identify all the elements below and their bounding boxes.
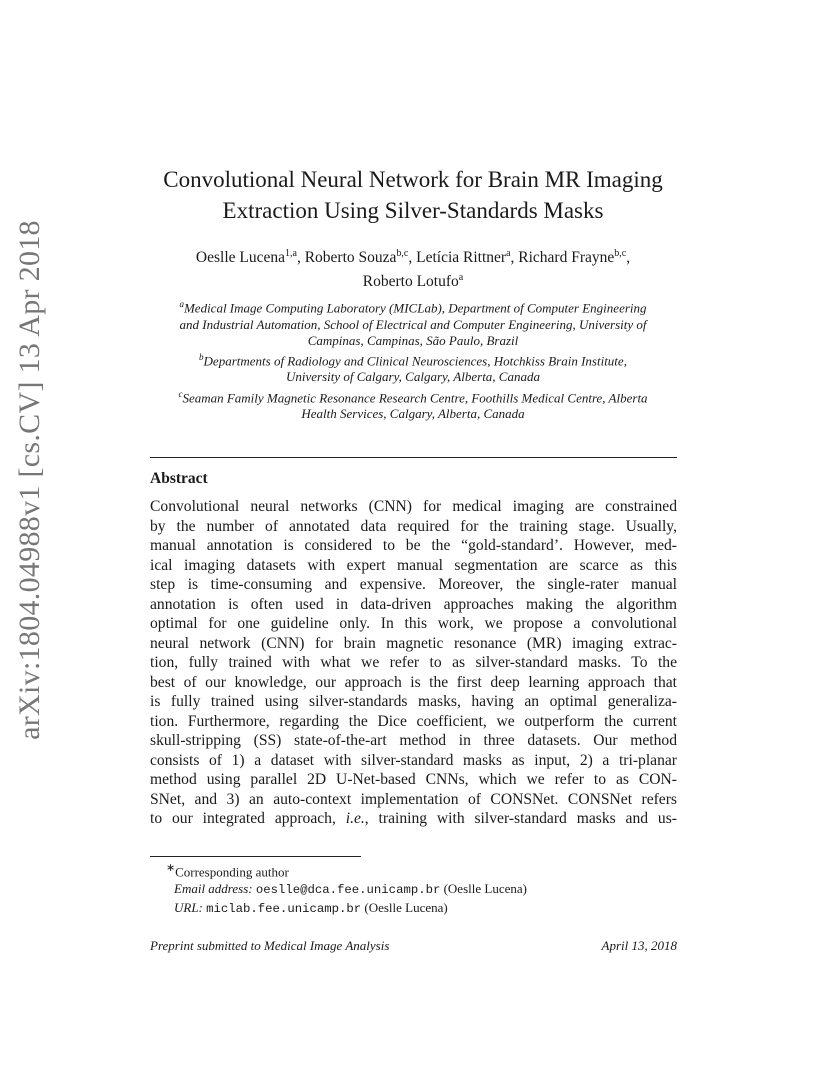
abstract-line: method using parallel 2D U-Net-based CNNs, which we refer to as CON- [150, 771, 677, 788]
abstract-line: optimal for one guideline only. In this work, we propose a convolutional [150, 615, 677, 632]
author-affil-mark: 1,a [285, 248, 297, 259]
abstract-line: consists of 1) a dataset with silver-standard masks as input, 2) a tri-planar [150, 751, 677, 769]
abstract-line: Convolutional neural networks (CNN) for medical imaging are constrained [150, 498, 677, 515]
affil-mark: c [178, 388, 183, 399]
affiliation-a [150, 296, 676, 349]
affil-text: Departments of Radiology and Clinical Neurosciences, Hotchkiss Brain Institute, [203, 353, 627, 369]
affil-text: University of Calgary, Calgary, Alberta, Canada [286, 369, 540, 385]
affil-text: Seaman Family Magnetic Resonance Research Centre, Foothills Medical Centre, Alberta [182, 390, 648, 405]
abstract-line: step is time-consuming and expensive. Moreover, the single-rater manual [150, 576, 677, 593]
email-owner: (Oeslle Lucena) [443, 881, 527, 897]
author-affil-mark: a [458, 272, 464, 284]
affil-text: Health Services, Calgary, Alberta, Canada [301, 406, 525, 422]
affiliation-c [150, 386, 676, 423]
footnote-email [150, 880, 527, 899]
abstract-body [150, 497, 677, 829]
affil-text: Medical Image Computing Laboratory (MICLab), Department of Computer Engineering [183, 300, 647, 316]
abstract-line: manual annotation is considered to be the “gold-standard’. However, med- [150, 537, 677, 554]
paper-title [150, 164, 676, 226]
abstract-line: SNet, and 3) an auto-context implementation of CONSNet. CONSNet refers [150, 790, 677, 808]
author-affil-mark: b,c [614, 248, 627, 259]
affiliations [150, 296, 676, 422]
footnote-divider [150, 856, 361, 857]
abstract-line: neural network (CNN) for brain magnetic resonance (MR) imaging extrac- [150, 634, 677, 652]
abstract-line: tion, fully trained with what we refer to as silver-standard masks. To the [150, 654, 677, 671]
abstract-line: annotation is often used in data-driven approaches making the algorithm [150, 595, 677, 613]
author-sep: , [510, 249, 519, 267]
abstract-heading: Abstract [150, 470, 208, 487]
footnote-text: Corresponding author [175, 864, 289, 880]
author-affil-mark: b,c [396, 248, 409, 259]
author-name: Letícia Rittner [416, 249, 507, 267]
authors-line-1 [150, 244, 676, 268]
email-link[interactable]: oeslle@dca.fee.unicamp.br [255, 883, 441, 898]
abstract-divider [150, 457, 677, 458]
url-link[interactable]: miclab.fee.unicamp.br [206, 902, 362, 917]
abstract-line: is fully trained using silver-standards masks, having an optimal generaliza- [150, 693, 677, 710]
author-affil-mark: a [506, 248, 511, 259]
author-name: Richard Frayne [518, 249, 615, 267]
author-sep: , [408, 249, 417, 267]
abstract-text: , training with silver-standard masks and us- [364, 810, 677, 827]
footnote-url [150, 899, 527, 918]
arxiv-identifier: arXiv:1804.04988v1 [cs.CV] 13 Apr 2018 [13, 220, 46, 740]
footer-date: April 13, 2018 [601, 938, 677, 953]
abstract-line: best of our knowledge, our approach is the first deep learning approach that [150, 673, 677, 691]
author-list [150, 244, 676, 292]
abstract-line: ical imaging datasets with expert manual segmentation are scarce as this [150, 556, 677, 574]
abstract-line: skull-stripping (SS) state-of-the-art method in three datasets. Our method [150, 732, 677, 749]
email-label: Email address: [174, 881, 253, 897]
footnote-corresponding [150, 860, 527, 880]
title-line-1: Convolutional Neural Network for Brain MR Imaging [163, 167, 663, 192]
abstract-italic: i.e. [345, 810, 365, 827]
affil-mark: a [179, 299, 184, 309]
abstract-line: tion. Furthermore, regarding the Dice coefficient, we outperform the current [150, 712, 677, 730]
author-name: Roberto Souza [304, 249, 397, 267]
affiliation-b [150, 349, 676, 386]
affil-text: Campinas, Campinas, São Paulo, Brazil [307, 332, 519, 348]
affil-mark: b [199, 351, 204, 362]
author-sep: , [626, 249, 631, 267]
footnote-mark: ∗ [166, 862, 176, 874]
abstract-line: by the number of annotated data required for the training stage. Usually, [150, 517, 677, 535]
footer-journal: Preprint submitted to Medical Image Analysis [150, 938, 390, 953]
author-sep: , [296, 249, 305, 267]
footnotes [150, 860, 527, 918]
url-owner: (Oeslle Lucena) [364, 900, 448, 916]
title-line-2: Extraction Using Silver-Standards Masks [222, 198, 604, 223]
abstract-text: to our integrated approach, [150, 810, 346, 827]
url-label: URL: [174, 900, 203, 916]
abstract-last-line [150, 809, 677, 829]
authors-line-2 [150, 268, 676, 292]
affil-text: and Industrial Automation, School of Electrical and Computer Engineering, University of [179, 316, 647, 332]
author-name: Oeslle Lucena [195, 249, 285, 267]
author-name: Roberto Lotufo [362, 273, 459, 291]
